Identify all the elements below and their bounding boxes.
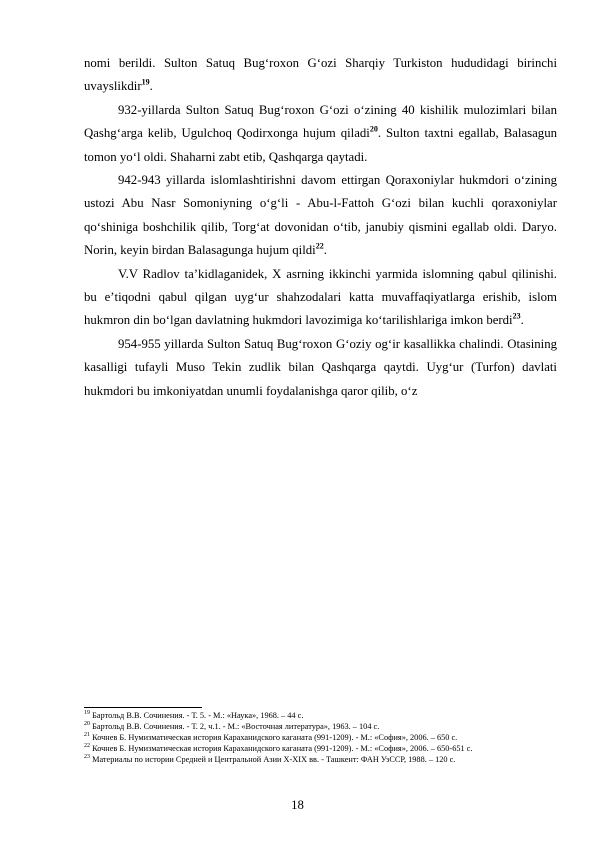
paragraph-text: nomi berildi. Sulton Satuq Bugʻroxon Gʻozi Sharqiy Turkiston hududidagi birinchi uvayslikdir xyxy=(84,56,557,94)
footnote-text: Кочнев Б. Нумизматическая история Караханидского каганата (991-1209). - М.: «София», 2006. – 650-651 с. xyxy=(92,744,473,753)
footnote-ref-22[interactable]: 23 xyxy=(512,312,521,322)
paragraph-4 xyxy=(84,263,557,333)
footnote-19 xyxy=(84,710,557,721)
paragraph-tail: . xyxy=(520,313,524,328)
paragraph-text: V.V Radlov taʼkidlaganidek, X asrning ikkinchi yarmida islomning qabul qilinishi. bu eʼtiqodni qabul qilgan uygʻur shahzodalari katta muvaffaqiyatlarga erishib, islom hukmron din boʻlgan davlatning hukmdori lavozimiga koʻtarilishlariga imkon berdi xyxy=(84,266,557,328)
footnotes xyxy=(84,710,557,765)
footnote-divider xyxy=(84,707,202,708)
paragraph-tail: . Sulton taxtni egallab, Balasagun tomon yoʻl oldi. Shaharni zabt etib, Qashqarga qaytadi. xyxy=(84,126,558,164)
paragraph-text: 954-955 yillarda Sulton Satuq Bugʻroxon Gʻoziy ogʻir kasallikka chalindi. Otasining kasalligi tufayli Muso Tekin zudlik bilan Qashqarga qaytdi. Uygʻur (Turfon) davlati hukmdori bu imkoniyatdan unumli foydalanishga qaror qilib, oʻz xyxy=(84,336,557,398)
footnote-number: 21 xyxy=(84,732,90,739)
footnote-20 xyxy=(84,721,557,732)
footnote-text: Материалы по истории Средней и Центральной Азии X-XIX вв. - Ташкент: ФАН УзССР, 1988. – 120 с. xyxy=(92,755,456,764)
paragraph-tail: . xyxy=(149,79,153,94)
paragraph-1 xyxy=(84,52,557,99)
footnote-number: 22 xyxy=(84,743,90,750)
body-text xyxy=(84,52,557,403)
footnote-23 xyxy=(84,754,557,765)
footnote-text: Кочнев Б. Нумизматическая история Караханидского каганата (991-1209). - М.: «София», 2006. – 650 с. xyxy=(92,733,458,742)
footnote-number: 20 xyxy=(84,721,90,728)
footnote-22 xyxy=(84,743,557,754)
footnote-ref-20[interactable]: 20 xyxy=(369,124,378,134)
paragraph-text: 942-943 yillarda islomlashtirishni davom ettirgan Qoraxoniylar hukmdori oʻzining ustozi Abu Nasr Somoniyning oʻgʻli - Abu-l-Fattoh Gʻozi bilan kuchli qoraxoniylar qoʻshiniga boshchilik qilib, Torgʻat dovonidan oʻtib, janubiy qismini egallab oldi. Daryo. Norin, keyin birdan Balasagunga hujum qildi xyxy=(84,173,557,258)
footnote-number: 19 xyxy=(84,710,90,717)
paragraph-text: 932-yillarda Sulton Satuq Bugʻroxon Gʻozi oʻzining 40 kishilik mulozimlari bilan Qashgʻarga kelib, Ugulchoq Qodirxonga hujum qiladi xyxy=(84,102,557,141)
page-number: 18 xyxy=(291,798,304,812)
footnote-21 xyxy=(84,732,557,743)
footnote-number: 23 xyxy=(84,754,90,761)
footnote-ref-21[interactable]: 22 xyxy=(315,241,324,251)
paragraph-3 xyxy=(84,169,557,263)
footnote-text: Бартольд В.В. Сочинения. - Т. 5. - М.: «Наука», 1968. – 44 с. xyxy=(92,711,304,720)
footnote-text: Бартольд В.В. Сочинения. - Т. 2, ч.1. - М.: «Восточная литература», 1963. – 104 с. xyxy=(92,722,380,731)
paragraph-5 xyxy=(84,333,557,403)
paragraph-2 xyxy=(84,99,557,169)
footnote-ref-19[interactable]: 19 xyxy=(141,78,150,88)
paragraph-tail: . xyxy=(323,243,327,258)
